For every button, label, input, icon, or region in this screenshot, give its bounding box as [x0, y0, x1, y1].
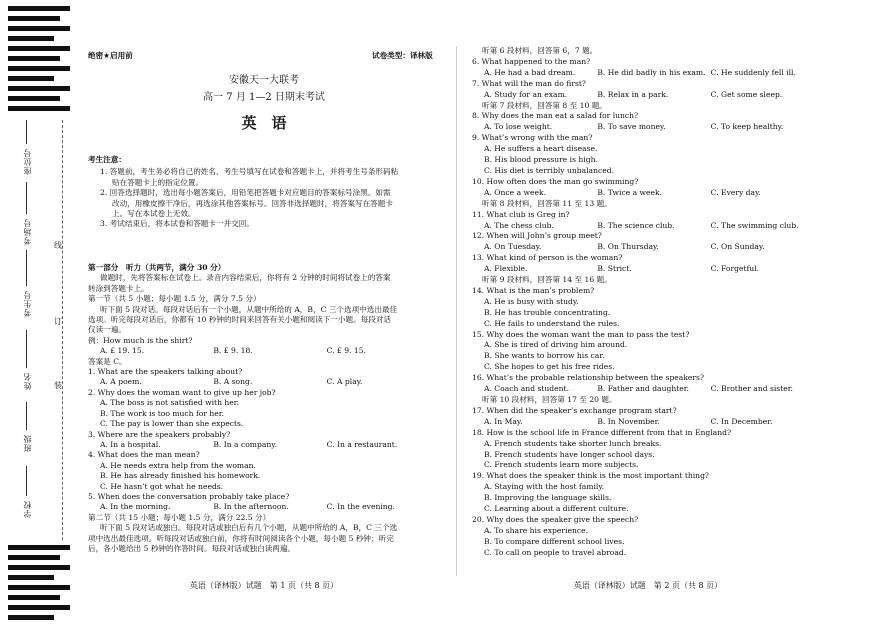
material-intro: 听第 9 段材料，回答第 14 至 16 题。	[482, 275, 612, 285]
class-label: 班级	[23, 434, 32, 452]
option: B. The science club.	[597, 220, 675, 230]
stripe	[8, 16, 60, 21]
seat-line	[26, 120, 27, 144]
option: C. In a restaurant.	[326, 439, 398, 449]
option: C. £ 9. 15.	[326, 346, 367, 356]
student-no-line	[26, 250, 27, 286]
option: B. The work is too much for her.	[100, 408, 225, 418]
option-row	[472, 242, 824, 253]
question: 4. What does the man mean?	[88, 450, 200, 460]
option: B. Father and daughter.	[597, 384, 689, 394]
option: A. He had a bad dream.	[484, 67, 576, 77]
stripe	[8, 565, 70, 570]
notice-item: 贴在答题卡上的指定位置。	[112, 177, 204, 187]
stripe	[8, 26, 70, 31]
question: 18. How is the school life in France different from that in England?	[472, 427, 732, 437]
option: B. Strict.	[597, 264, 632, 274]
option: B. Twice a week.	[597, 187, 663, 197]
option: B. To compare different school lives.	[484, 536, 625, 546]
option: A. He suffers a heart disease.	[484, 144, 598, 154]
stripe	[8, 56, 60, 61]
option: A. Once a week.	[484, 187, 547, 197]
option: B. On Thursday.	[597, 242, 659, 252]
option: C. He suddenly fell ill.	[710, 67, 796, 77]
section1-directions: 听下面 5 段对话。每段对话后有一个小题，从题中所给的 A，B，C 三个选项中选出最佳	[100, 304, 398, 314]
material-intro: 听第 8 段材料，回答第 11 至 13 题。	[482, 198, 612, 208]
section2-directions: 听下面 5 段对话或独白。每段对话或独白后有几个小题，从题中所给的 A，B，C 三个选	[100, 523, 398, 533]
notice-item: 3. 考试结束后，将本试卷和答题卡一并交回。	[100, 219, 254, 229]
option: A. In May.	[484, 416, 523, 426]
example-question: 例：How much is the shirt?	[88, 335, 193, 345]
section1-heading: 第一节（共 5 小题；每小题 1.5 分，满分 7.5 分）	[88, 294, 261, 304]
question: 2. Why does the woman want to give up her job?	[88, 387, 276, 397]
stripe	[8, 585, 70, 590]
name-line	[26, 330, 27, 368]
option-row	[472, 90, 824, 101]
notice-item: 1. 答题前，考生务必将自己的姓名、考生号填写在试卷和答题卡上，并将考生号条形码粘	[100, 167, 399, 177]
question: 16. What’s the probable relationship between the speakers?	[472, 373, 705, 383]
question: 8. Why does the man eat a salad for lunch?	[472, 111, 639, 121]
option: B. In the afternoon.	[213, 502, 289, 512]
page-2-footer: 英语（译林版）试题 第 2 页（共 8 页）	[573, 581, 723, 590]
section1-directions: 仅读一遍。	[88, 325, 126, 335]
class-line	[26, 402, 27, 430]
stripe	[8, 76, 54, 81]
section1-directions: 选项。听完每段对话后，你都有 10 秒钟的时间来回答有关小题和阅读下一小题。每段对话	[88, 315, 392, 325]
stripe	[8, 595, 60, 600]
option-row	[472, 188, 824, 199]
option: A. In the morning.	[100, 502, 171, 512]
option: A. Coach and student.	[484, 384, 570, 394]
option: C. The swimming club.	[710, 220, 799, 230]
part1-intro: 做题时，先将答案标在试卷上。录音内容结束后，你将有 2 分钟的时间将试卷上的答案	[100, 273, 391, 283]
paper-type-label: 试卷类型：译林版	[372, 51, 433, 60]
option: B. He has trouble concentrating.	[484, 307, 611, 317]
option: C. In December.	[710, 416, 773, 426]
stripe	[8, 36, 54, 41]
example-answer: 答案是 C。	[88, 356, 127, 366]
option: A. To share his experience.	[484, 525, 588, 535]
option: C. Get some sleep.	[710, 89, 783, 99]
question: 17. When did the speaker’s exchange program start?	[472, 405, 677, 415]
option: C. He fails to understand the rules.	[484, 318, 620, 328]
stripe	[8, 106, 70, 111]
subject-title: 英 语	[241, 114, 287, 132]
option: C. To keep healthy.	[710, 122, 784, 132]
option: A. The chess club.	[484, 220, 554, 230]
option: B. To save money.	[597, 122, 666, 132]
section2-heading: 第二节（共 15 小题；每小题 1.5 分，满分 22.5 分）	[88, 512, 271, 522]
exam-org: 安徽天一大联考	[229, 75, 299, 86]
example-options	[88, 346, 440, 356]
exam-name: 高一 7 月 1—2 日期末考试	[203, 92, 325, 103]
part1-intro: 转涂到答题卡上。	[88, 283, 149, 293]
option: B. A song.	[213, 377, 253, 387]
name-label: 姓名	[23, 372, 32, 390]
option: C. She hopes to get his free rides.	[484, 362, 615, 372]
question: 20. Why does the speaker give the speech?	[472, 514, 639, 524]
option: B. French students have longer school days.	[484, 449, 655, 459]
notice-item: 改动，用橡皮擦干净后，再选涂其他答案标号。回答非选择题时，将答案写在答题卡	[112, 198, 393, 208]
question: 7. What will the man do first?	[472, 78, 586, 88]
option: B. He did badly in his exam.	[597, 67, 706, 77]
question: 1. What are the speakers talking about?	[88, 367, 243, 377]
cut-dashed-line	[62, 120, 63, 540]
question: 5. When does the conversation probably take place?	[88, 491, 290, 501]
stripe	[8, 545, 70, 550]
option: C. Learning about a different culture.	[484, 504, 629, 514]
option: B. His blood pressure is high.	[484, 155, 598, 165]
option: C. In the evening.	[326, 502, 395, 512]
section2-directions: 后，各小题给出 5 秒钟的作答时间。每段对话或独白读两遍。	[88, 543, 296, 553]
cut-line-char: 线	[54, 241, 62, 250]
student-no-label: 考生号	[23, 290, 32, 317]
notice-heading: 考生注意：	[88, 155, 126, 164]
option-row	[88, 440, 440, 450]
school-label: 学校	[23, 500, 32, 518]
school-line	[26, 466, 27, 496]
page-1-footer: 英语（译林版）试题 第 1 页（共 8 页）	[189, 581, 339, 590]
seat-label: 座位号	[23, 148, 32, 175]
stripe	[8, 66, 70, 71]
option: C. On Sunday.	[710, 242, 765, 252]
page-divider	[456, 46, 457, 576]
option: A. £ 19. 15.	[100, 346, 145, 356]
option: C. Brother and sister.	[710, 384, 793, 394]
option: C. His diet is terribly unbalanced.	[484, 165, 614, 175]
option-row	[472, 68, 824, 79]
option: A. Flexible.	[484, 264, 528, 274]
question: 15. Why does the woman want the man to pass the test?	[472, 329, 690, 339]
option: B. £ 9. 18.	[213, 346, 253, 356]
option: B. Improving the language skills.	[484, 493, 612, 503]
section2-directions: 项中选出最佳选项。听每段对话或独白前，你将有时间阅读各个小题，每小题 5 秒钟；听完	[88, 533, 394, 543]
binding-margin	[0, 0, 80, 630]
option: A. Staying with the host family.	[484, 482, 605, 492]
option: C. Forgetful.	[710, 264, 760, 274]
option: A. He needs extra help from the woman.	[100, 460, 256, 470]
option: A. French students take shorter lunch breaks.	[484, 438, 662, 448]
question: 14. What is the man’s problem?	[472, 285, 595, 295]
question: 11. What club is Greg in?	[472, 209, 570, 219]
question: 6. What happened to the man?	[472, 56, 591, 66]
option: C. The pay is lower than she expects.	[100, 419, 244, 429]
option-row	[472, 417, 824, 428]
option: A. He is busy with study.	[484, 296, 579, 306]
material-intro: 听第 6 段材料，回答第 6，7 题。	[482, 46, 598, 55]
option: C. Every day.	[710, 187, 761, 197]
stripe	[8, 605, 70, 610]
material-intro: 听第 10 段材料，回答第 17 至 20 题。	[482, 395, 617, 404]
option: B. In November.	[597, 416, 660, 426]
question: 19. What does the speaker think is the most important thing?	[472, 471, 710, 481]
option: A. Study for an exam.	[484, 89, 568, 99]
option-row	[88, 502, 440, 512]
cut-order-char: 订	[54, 317, 62, 326]
option: A. On Tuesday.	[484, 242, 542, 252]
notice-item: 2. 回答选择题时，选出每小题答案后，用铅笔把答题卡对应题目的答案标号涂黑。如需	[100, 188, 391, 198]
stripe	[8, 6, 70, 11]
question: 9. What’s wrong with the man?	[472, 133, 593, 143]
stripe	[8, 86, 70, 91]
question: 3. Where are the speakers probably?	[88, 429, 231, 439]
option: C. To call on people to travel abroad.	[484, 547, 627, 557]
option: B. Relax in a park.	[597, 89, 669, 99]
option-row	[472, 221, 824, 232]
stripe	[8, 615, 54, 620]
stripe	[8, 555, 60, 560]
material-intro: 听第 7 段材料，回答第 8 至 10 题。	[482, 100, 607, 110]
stripe	[8, 46, 70, 51]
question: 13. What kind of person is the woman?	[472, 253, 623, 263]
option-row	[472, 264, 824, 275]
cut-bind-char: 装	[54, 381, 62, 390]
option: A. In a hospital.	[100, 439, 161, 449]
option: C. He hasn’t got what he needs.	[100, 481, 224, 491]
option: C. A play.	[326, 377, 363, 387]
option-row	[472, 384, 824, 395]
option: B. He has already finished his homework.	[100, 471, 261, 481]
option-row	[88, 377, 440, 387]
question: 12. When will John’s group meet?	[472, 231, 602, 241]
option: A. She is tired of driving him around.	[484, 340, 628, 350]
option-row	[472, 122, 824, 133]
question: 10. How often does the man go swimming?	[472, 176, 639, 186]
stripe	[8, 575, 54, 580]
option: B. In a company.	[213, 439, 277, 449]
option: A. A poem.	[100, 377, 142, 387]
exam-no-line	[26, 182, 27, 214]
option: A. To lose weight.	[484, 122, 553, 132]
option: C. French students learn more subjects.	[484, 460, 639, 470]
notice-item: 上。写在本试卷上无效。	[112, 209, 196, 219]
option: B. She wants to borrow his car.	[484, 351, 605, 361]
option: A. The boss is not satisfied with her.	[100, 398, 239, 408]
stripe	[8, 96, 60, 101]
secret-label: 绝密★启用前	[88, 51, 133, 60]
part1-heading: 第一部分 听力（共两节，满分 30 分）	[88, 263, 226, 272]
exam-no-label: 考场号	[23, 218, 32, 245]
